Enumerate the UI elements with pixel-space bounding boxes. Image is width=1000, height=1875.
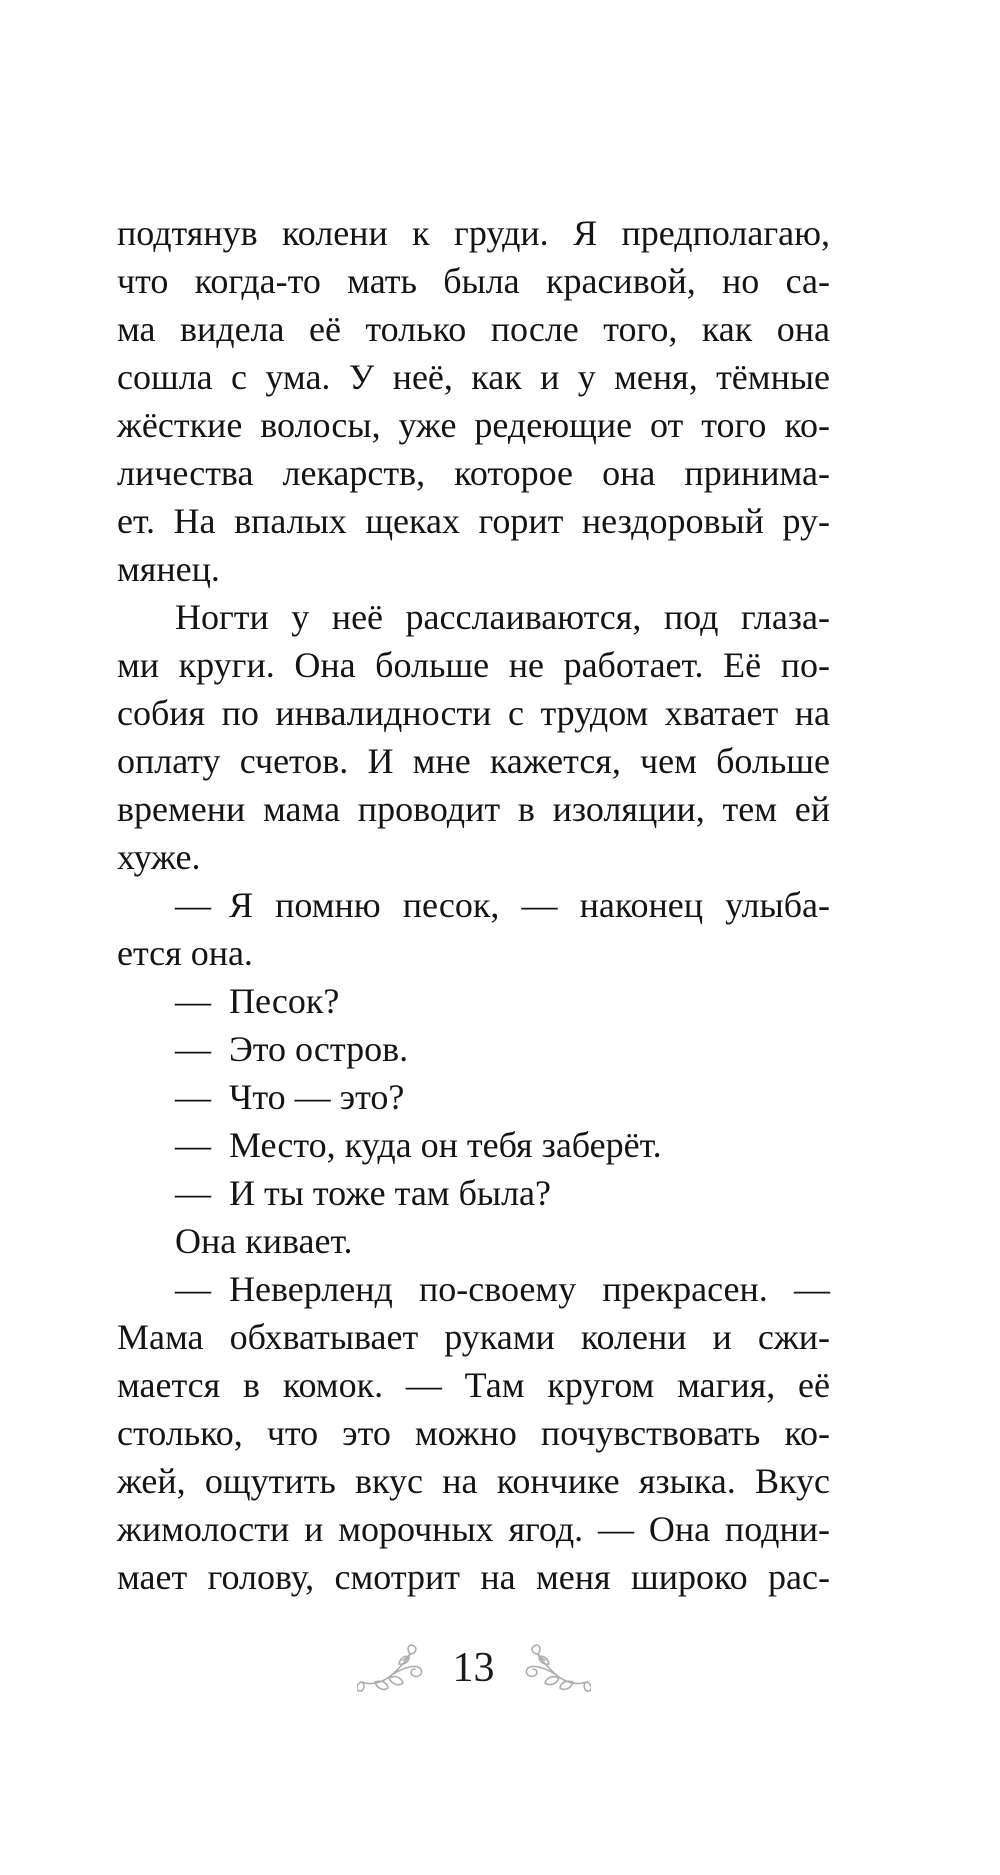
text-line: — И ты тоже там была?: [175, 1173, 552, 1213]
text-line: ется она.: [117, 933, 253, 973]
text-line: — Песок?: [175, 981, 340, 1021]
text-line: жей, ощутить вкус на кончике языка. Вкус: [117, 1461, 830, 1501]
text-line: — Неверленд по-своему прекрасен. —: [175, 1269, 830, 1309]
text-line: сошла с ума. У неё, как и у меня, тёмные: [117, 357, 830, 397]
text-line: личества лекарств, которое она принима-: [117, 453, 830, 493]
text-line: ет. На впалых щеках горит нездоровый ру-: [117, 501, 830, 541]
text-line: мянец.: [117, 549, 220, 589]
text-line: жимолости и морочных ягод. — Она подни-: [117, 1509, 830, 1549]
text-line: Она кивает.: [175, 1221, 353, 1261]
text-line: мается в комок. — Там кругом магия, её: [117, 1365, 830, 1405]
page-footer: [117, 1644, 830, 1692]
text-line: времени мама проводит в изоляции, тем ей: [117, 789, 830, 829]
text-line: Ногти у неё расслаиваются, под глаза-: [175, 597, 830, 637]
text-line: — Что — это?: [175, 1077, 405, 1117]
flourish-left-icon: [357, 1644, 427, 1692]
text-line: что когда-то мать была красивой, но са-: [117, 261, 830, 301]
flourish-right-icon: [521, 1644, 591, 1692]
text-line: — Место, куда он тебя заберёт.: [175, 1125, 662, 1165]
page-number: 13: [452, 1645, 495, 1691]
page-text: [117, 209, 830, 1601]
text-line: собия по инвалидности с трудом хватает на: [117, 693, 830, 733]
text-line: жёсткие волосы, уже редеющие от того ко-: [117, 405, 830, 445]
text-line: ми круги. Она больше не работает. Её по-: [117, 645, 830, 685]
text-line: хуже.: [117, 837, 201, 877]
text-line: — Это остров.: [175, 1029, 409, 1069]
text-line: столько, что это можно почувствовать ко-: [117, 1413, 830, 1453]
text-line: мает голову, смотрит на меня широко рас-: [117, 1557, 830, 1597]
text-line: — Я помню песок, — наконец улыба-: [175, 885, 830, 925]
text-line: ма видела её только после того, как она: [117, 309, 830, 349]
text-line: подтянув колени к груди. Я предполагаю,: [117, 213, 830, 253]
text-line: оплату счетов. И мне кажется, чем больше: [117, 741, 830, 781]
text-line: Мама обхватывает руками колени и сжи-: [117, 1317, 830, 1357]
